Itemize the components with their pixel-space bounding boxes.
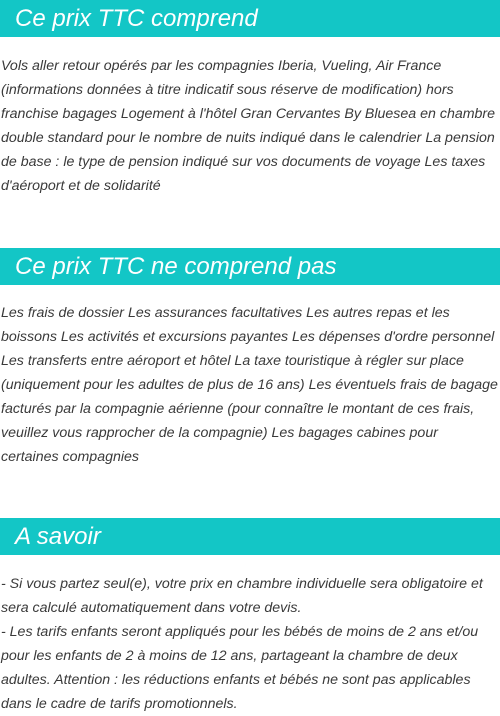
good-to-know-solo-traveler-note: - Si vous partez seul(e), votre prix en chambre individuelle sera obligatoire et sera calculé automatiquement dans votre devis. <box>1 576 483 616</box>
included-paragraph: Vols aller retour opérés par les compagnies Iberia, Vueling, Air France (informations données à titre indicatif sous réserve de modification) hors franchise bagages Logement à l'hôtel Gran Cervantes By Bluesea en chambre double standard pour le nombre de nuits indiqué dans le calendrier La pension de base : le type de pension indiqué sur vos documents de voyage Les taxes d'aéroport et de solidarité <box>1 58 496 194</box>
section-title-not-included: Ce prix TTC ne comprend pas <box>0 248 500 285</box>
good-to-know-children-rates-note: - Les tarifs enfants seront appliqués pour les bébés de moins de 2 ans et/ou pour les enfants de 2 à moins de 12 ans, partageant la chambre de deux adultes. Attention : les réductions enfants et bébés ne sont pas applicables dans le cadre de tarifs promotionnels. <box>1 624 479 712</box>
section-title-included: Ce prix TTC comprend <box>0 0 500 37</box>
section-body-not-included <box>1 301 498 469</box>
section-title-good-to-know: A savoir <box>0 518 500 555</box>
section-body-included <box>1 54 498 198</box>
not-included-paragraph: Les frais de dossier Les assurances facultatives Les autres repas et les boissons Les activités et excursions payantes Les dépenses d'ordre personnel Les transferts entre aéroport et hôtel La taxe touristique à régler sur place (uniquement pour les adultes de plus de 16 ans) Les éventuels frais de bagage facturés par la compagnie aérienne (pour connaître le montant de ces frais, veuillez vous rapprocher de la compagnie) Les bagages cabines pour certaines compagnies <box>1 305 498 465</box>
section-body-good-to-know <box>1 572 498 716</box>
